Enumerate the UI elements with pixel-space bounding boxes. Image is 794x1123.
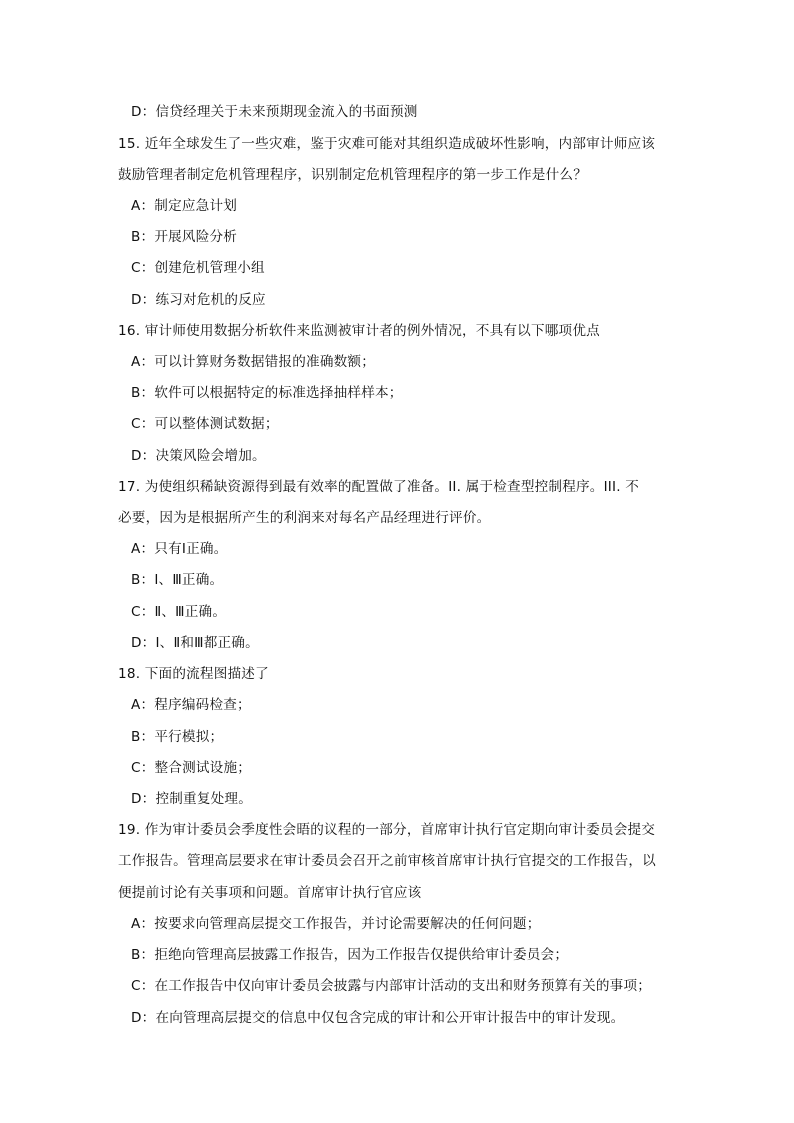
option-line: D：练习对危机的反应 — [131, 292, 266, 308]
question-line: 18. 下面的流程图描述了 — [118, 666, 269, 682]
question-line: 17. 为使组织稀缺资源得到最有效率的配置做了准备。II. 属于检查型控制程序。III. 不 — [118, 479, 640, 495]
question-line: 工作报告。管理高层要求在审计委员会召开之前审核首席审计执行官提交的工作报告，以 — [118, 853, 656, 869]
question-line: 16. 审计师使用数据分析软件来监测被审计者的例外情况，不具有以下哪项优点 — [118, 323, 600, 339]
option-line: C：整合测试设施； — [131, 760, 252, 776]
option-line: D：Ⅰ、Ⅱ和Ⅲ都正确。 — [131, 635, 259, 651]
question-line: 15. 近年全球发生了一些灾难，鉴于灾难可能对其组织造成破坏性影响，内部审计师应该 — [118, 136, 656, 152]
option-line: C：创建危机管理小组 — [131, 260, 265, 276]
option-line: A：按要求向管理高层提交工作报告，并讨论需要解决的任何问题； — [131, 916, 541, 932]
option-line: B：软件可以根据特定的标准选择抽样样本； — [131, 385, 403, 401]
option-line: B：平行模拟； — [131, 729, 224, 745]
option-line: B：开展风险分析 — [131, 229, 238, 245]
question-line: 鼓励管理者制定危机管理程序，识别制定危机管理程序的第一步工作是什么？ — [118, 167, 587, 183]
option-line: C：Ⅱ、Ⅲ正确。 — [131, 604, 227, 620]
option-line: D：控制重复处理。 — [131, 791, 253, 807]
option-line: A：程序编码检查； — [131, 697, 251, 713]
option-line: B：Ⅰ、Ⅲ正确。 — [131, 572, 224, 588]
question-line: 便提前讨论有关事项和问题。首席审计执行官应该 — [118, 885, 422, 901]
option-line: D：决策风险会增加。 — [131, 448, 266, 464]
option-line: A：制定应急计划 — [131, 198, 238, 214]
option-line: C：在工作报告中仅向审计委员会披露与内部审计活动的支出和财务预算有关的事项； — [131, 978, 652, 994]
option-line: B：拒绝向管理高层披露工作报告，因为工作报告仅提供给审计委员会； — [131, 947, 569, 963]
option-line: A：可以计算财务数据错报的准确数额； — [131, 354, 375, 370]
option-line: A：只有Ⅰ正确。 — [131, 541, 228, 557]
question-line: 必要，因为是根据所产生的利润来对每名产品经理进行评价。 — [118, 510, 491, 526]
option-line: C：可以整体测试数据； — [131, 416, 279, 432]
question-line: 19. 作为审计委员会季度性会晤的议程的一部分，首席审计执行官定期向审计委员会提交 — [118, 822, 656, 838]
option-line: D：信贷经理关于未来预期现金流入的书面预测 — [131, 104, 418, 120]
option-line: D：在向管理高层提交的信息中仅包含完成的审计和公开审计报告中的审计发现。 — [131, 1010, 625, 1026]
